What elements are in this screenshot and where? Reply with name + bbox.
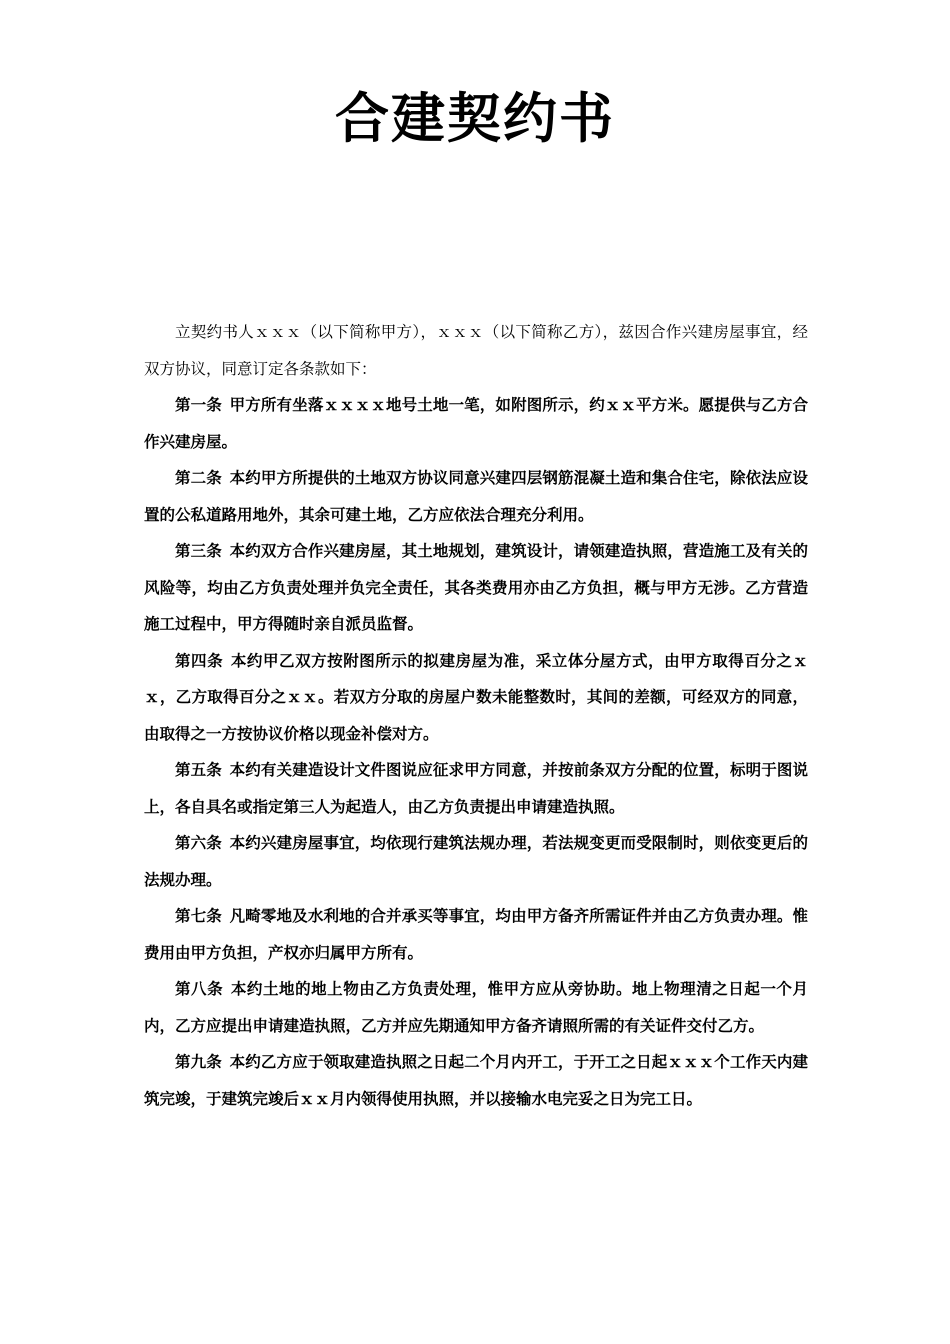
article-text: 甲方所有坐落ｘｘｘｘ地号土地一笔，如附图所示，约ｘｘ平方米。愿提供与乙方合作兴建房屋。 bbox=[144, 395, 808, 451]
article-text: 本约甲方所提供的土地双方协议同意兴建四层钢筋混凝土造和集合住宅，除依法应设置的公私道路用地外，其余可建土地，乙方应依法合理充分利用。 bbox=[144, 468, 808, 524]
article-text: 本约兴建房屋事宜，均依现行建筑法规办理，若法规变更而受限制时，则依变更后的法规办理。 bbox=[144, 833, 808, 889]
article-number: 第七条 bbox=[175, 906, 222, 925]
article-number: 第三条 bbox=[175, 541, 222, 560]
article-number: 第八条 bbox=[175, 979, 224, 998]
article-4 bbox=[144, 643, 808, 753]
article-8 bbox=[144, 971, 808, 1044]
article-3 bbox=[144, 533, 808, 643]
document-body bbox=[144, 314, 808, 1117]
article-text: 本约双方合作兴建房屋，其土地规划，建筑设计，请领建造执照，营造施工及有关的风险等，均由乙方负责处理并负完全责任，其各类费用亦由乙方负担，概与甲方无涉。乙方营造施工过程中，甲方得随时亲自派员监督。 bbox=[144, 541, 808, 633]
article-7 bbox=[144, 898, 808, 971]
intro-paragraph: 立契约书人ｘｘｘ（以下简称甲方），ｘｘｘ（以下简称乙方），兹因合作兴建房屋事宜，经双方协议，同意订定各条款如下： bbox=[144, 323, 808, 378]
article-text: 本约乙方应于领取建造执照之日起二个月内开工，于开工之日起ｘｘｘ个工作天内建筑完竣，于建筑完竣后ｘｘ月内领得使用执照，并以接输水电完妥之日为完工日。 bbox=[144, 1052, 808, 1108]
article-text: 本约有关建造设计文件图说应征求甲方同意，并按前条双方分配的位置，标明于图说上，各自具名或指定第三人为起造人，由乙方负责提出申请建造执照。 bbox=[144, 760, 808, 816]
article-number: 第二条 bbox=[175, 468, 222, 487]
article-number: 第六条 bbox=[175, 833, 222, 852]
article-number: 第九条 bbox=[175, 1052, 222, 1071]
document-title: 合建契约书 bbox=[335, 86, 615, 150]
article-text: 凡畸零地及水利地的合并承买等事宜，均由甲方备齐所需证件并由乙方负责办理。惟费用由甲方负担，产权亦归属甲方所有。 bbox=[144, 906, 808, 962]
article-1 bbox=[144, 387, 808, 460]
article-number: 第五条 bbox=[175, 760, 222, 779]
article-2 bbox=[144, 460, 808, 533]
article-text: 本约甲乙双方按附图所示的拟建房屋为准，采立体分屋方式，由甲方取得百分之ｘｘ，乙方取得百分之ｘｘ。若双方分取的房屋户数未能整数时，其间的差额，可经双方的同意，由取得之一方按协议价格以现金补偿对方。 bbox=[144, 650, 808, 743]
article-text: 本约土地的地上物由乙方负责处理，惟甲方应从旁协助。地上物理清之日起一个月内，乙方应提出申请建造执照，乙方并应先期通知甲方备齐请照所需的有关证件交付乙方。 bbox=[144, 979, 808, 1035]
article-9 bbox=[144, 1044, 808, 1117]
article-number: 第四条 bbox=[175, 650, 224, 670]
article-number: 第一条 bbox=[175, 395, 222, 414]
article-5 bbox=[144, 752, 808, 825]
article-6 bbox=[144, 825, 808, 898]
